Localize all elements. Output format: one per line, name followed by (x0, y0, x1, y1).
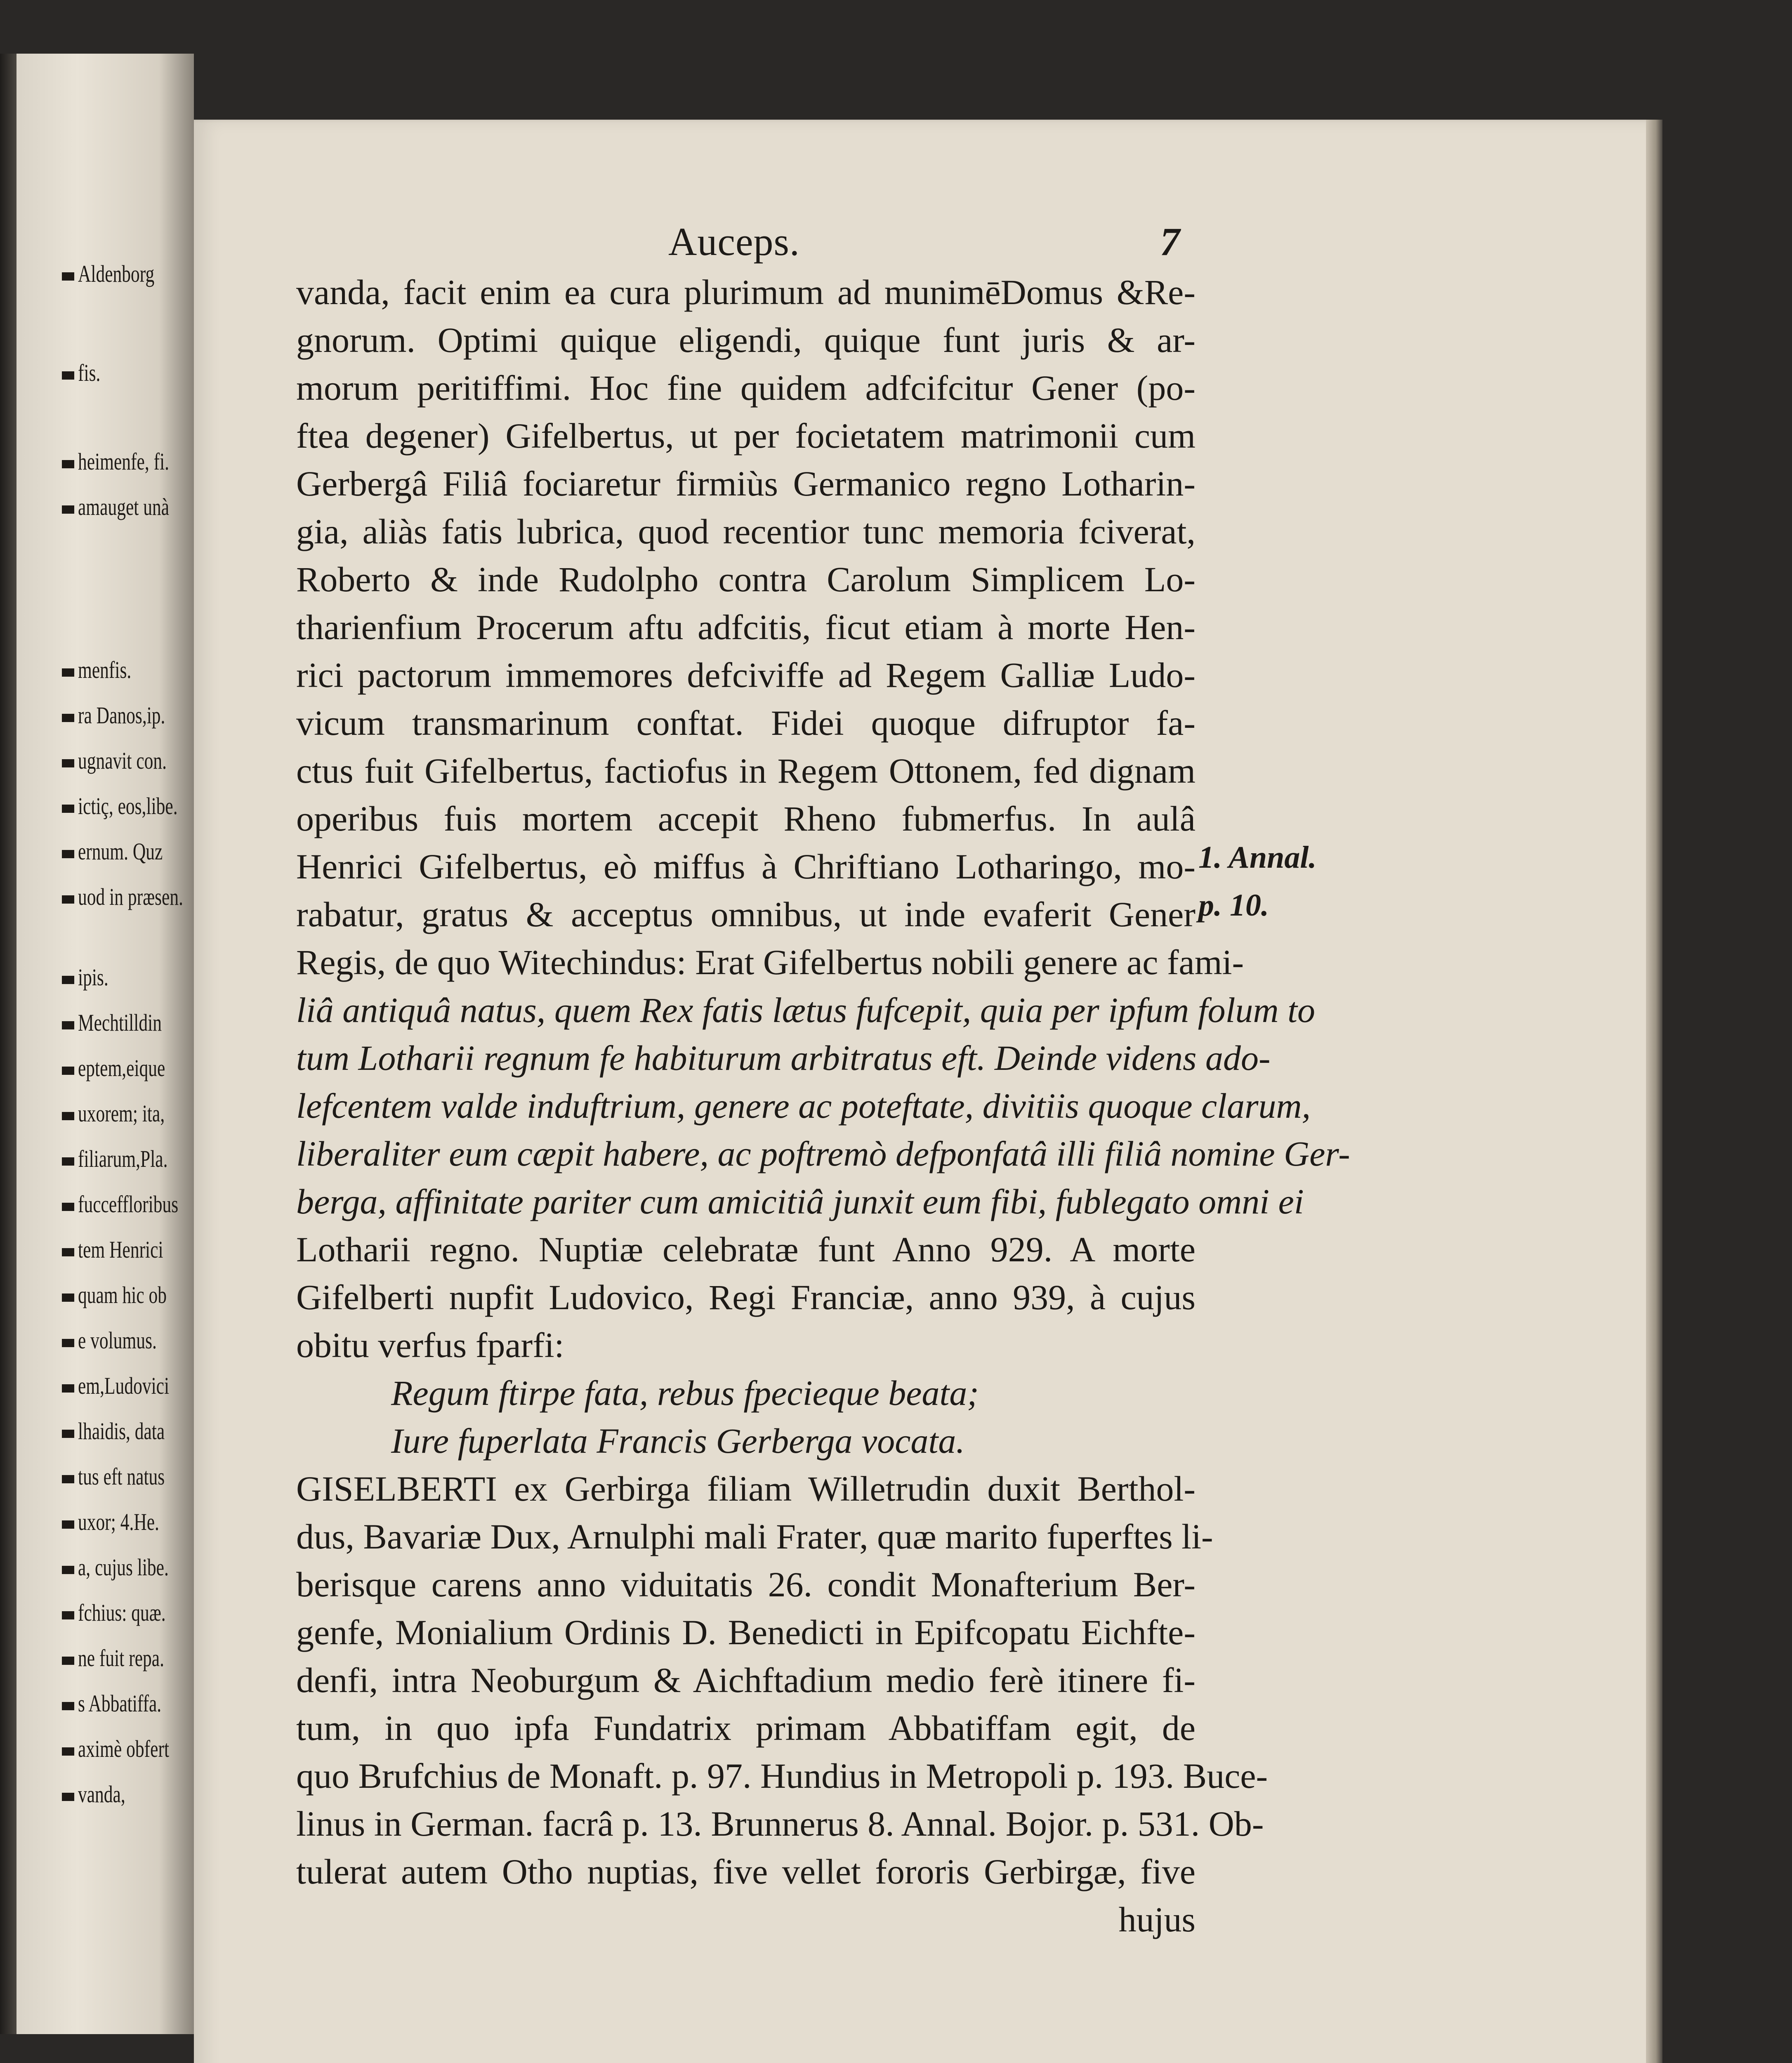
margin-fragment: uxorem; ita, (62, 1100, 165, 1127)
text-line: GISELBERTI ex Gerbirga filiam Willetrudin duxit Berthol- (296, 1469, 1195, 1508)
margin-fragment: ictiç, eos,libe. (62, 792, 178, 820)
text-line: ftea degener) Gifelbertus, ut per focietatem matrimonii cum (296, 416, 1195, 456)
text-line: Regis, de quo Witechindus: Erat Gifelbertus nobili genere ac fami- (296, 942, 1244, 982)
margin-fragment: fchius: quæ. (62, 1599, 166, 1626)
margin-fragment: fis. (62, 359, 100, 387)
page-number: 7 (1160, 220, 1180, 264)
text-line: gia, aliàs fatis lubrica, quod recentior tunc memoria fciverat, (296, 512, 1195, 551)
margin-fragment: em,Ludovici (62, 1372, 169, 1400)
text-line: operibus fuis mortem accepit Rheno fubmerfus. In aulâ (296, 799, 1195, 838)
text-line: quo Brufchius de Monaft. p. 97. Hundius in Metropoli p. 193. Buce- (296, 1756, 1268, 1796)
margin-fragment: amauget unà (62, 493, 169, 521)
margin-fragment: eptem,eique (62, 1054, 165, 1082)
text-line: morum peritiffimi. Hoc fine quidem adfcifcitur Gener (po- (296, 368, 1195, 408)
margin-fragment: ernum. Quz (62, 838, 163, 865)
text-line: tharienfium Procerum aftu adfcitis, ficut etiam à morte Hen- (296, 607, 1195, 647)
margin-fragment: uod in præsen. (62, 883, 183, 911)
margin-fragment: menfis. (62, 656, 131, 684)
text-line: dus, Bavariæ Dux, Arnulphi mali Frater, quæ marito fuperftes li- (296, 1517, 1213, 1556)
page-fore-edge (1646, 120, 1662, 2063)
margin-fragment: Mechtilldin (62, 1009, 162, 1036)
text-line: Henrici Gifelbertus, eò miffus à Chriftiano Lotharingo, mo- (296, 847, 1195, 886)
margin-fragment: lhaidis, data (62, 1417, 165, 1445)
margin-fragment: tus eft natus (62, 1463, 165, 1490)
text-line: Lotharii regno. Nuptiæ celebratæ funt Anno 929. A morte (296, 1230, 1195, 1269)
margin-fragment: aximè obfert (62, 1735, 169, 1763)
margin-fragment: ra Danos,ip. (62, 701, 165, 729)
margin-fragment: quam hic ob (62, 1281, 167, 1309)
text-line: linus in German. facrâ p. 13. Brunnerus 8. Annal. Bojor. p. 531. Ob- (296, 1804, 1264, 1843)
text-line: vicum transmarinum conftat. Fidei quoque difruptor fa- (296, 703, 1195, 743)
margin-fragment: ipis. (62, 963, 108, 991)
running-title: Auceps. (668, 220, 800, 264)
margin-fragment: fucceffloribus (62, 1190, 178, 1218)
margin-fragment: a, cujus libe. (62, 1553, 169, 1581)
page-header (668, 219, 1180, 268)
text-line: vanda, facit enim ea cura plurimum ad munimēDomus &Re- (296, 272, 1195, 312)
text-line: lefcentem valde induftrium, genere ac poteftate, divitiis quoque clarum, (296, 1086, 1311, 1126)
text-line: liberaliter eum cæpit habere, ac poftremò defponfatâ illi filiâ nomine Ger- (296, 1134, 1350, 1173)
text-line: obitu verfus fparfi: (296, 1325, 564, 1365)
text-line: Gerbergâ Filiâ fociaretur firmiùs Germanico regno Lotharin- (296, 464, 1195, 503)
catchword: hujus (1118, 1900, 1195, 1939)
verse-line: Regum ftirpe fata, rebus fpecieque beata; (391, 1373, 979, 1413)
book-gutter (0, 54, 17, 2034)
text-line: Gifelberti nupfit Ludovico, Regi Franciæ, anno 939, à cujus (296, 1277, 1195, 1317)
text-line: denfi, intra Neoburgum & Aichftadium medio ferè itinere fi- (296, 1660, 1195, 1700)
margin-fragment: uxor; 4.He. (62, 1508, 159, 1536)
margin-fragment: filiarum,Pla. (62, 1145, 167, 1173)
text-line: genfe, Monialium Ordinis D. Benedicti in Epifcopatu Eichfte- (296, 1612, 1195, 1652)
text-line: rabatur, gratus & acceptus omnibus, ut inde evaferit Gener (296, 895, 1195, 934)
text-line: ctus fuit Gifelbertus, factiofus in Regem Ottonem, fed dignam (296, 751, 1195, 791)
margin-fragment: heimenfe, fi. (62, 448, 169, 475)
text-line: Roberto & inde Rudolpho contra Carolum Simplicem Lo- (296, 559, 1195, 599)
margin-fragment: ne fuit repa. (62, 1644, 164, 1672)
margin-fragment: e volumus. (62, 1327, 157, 1354)
verse-line: Iure fuperlata Francis Gerberga vocata. (391, 1421, 965, 1461)
text-line: liâ antiquâ natus, quem Rex fatis lætus fufcepit, quia per ipfum folum to (296, 990, 1315, 1030)
text-line: berga, affinitate pariter cum amicitiâ junxit eum fibi, fublegato omni ei (296, 1182, 1304, 1221)
text-line: gnorum. Optimi quique eligendi, quique funt juris & ar- (296, 320, 1195, 360)
margin-fragment: vanda, (62, 1780, 125, 1808)
marginal-note: 1. Annal. (1198, 840, 1317, 875)
margin-fragment: s Abbatiffa. (62, 1690, 161, 1717)
margin-fragment: Aldenborg (62, 260, 154, 288)
text-line: tum Lotharii regnum fe habiturum arbitratus eft. Deinde videns ado- (296, 1038, 1271, 1078)
marginal-note: p. 10. (1198, 888, 1269, 923)
margin-fragment: ugnavit con. (62, 747, 167, 774)
text-line: tum, in quo ipfa Fundatrix primam Abbatiffam egit, de (296, 1708, 1195, 1748)
margin-fragment: tem Henrici (62, 1236, 163, 1263)
left-page-edge (0, 54, 194, 2034)
text-line: tulerat autem Otho nuptias, five vellet fororis Gerbirgæ, five (296, 1852, 1195, 1891)
text-line: rici pactorum immemores defciviffe ad Regem Galliæ Ludo- (296, 655, 1195, 695)
text-line: berisque carens anno viduitatis 26. condit Monafterium Ber- (296, 1565, 1195, 1604)
